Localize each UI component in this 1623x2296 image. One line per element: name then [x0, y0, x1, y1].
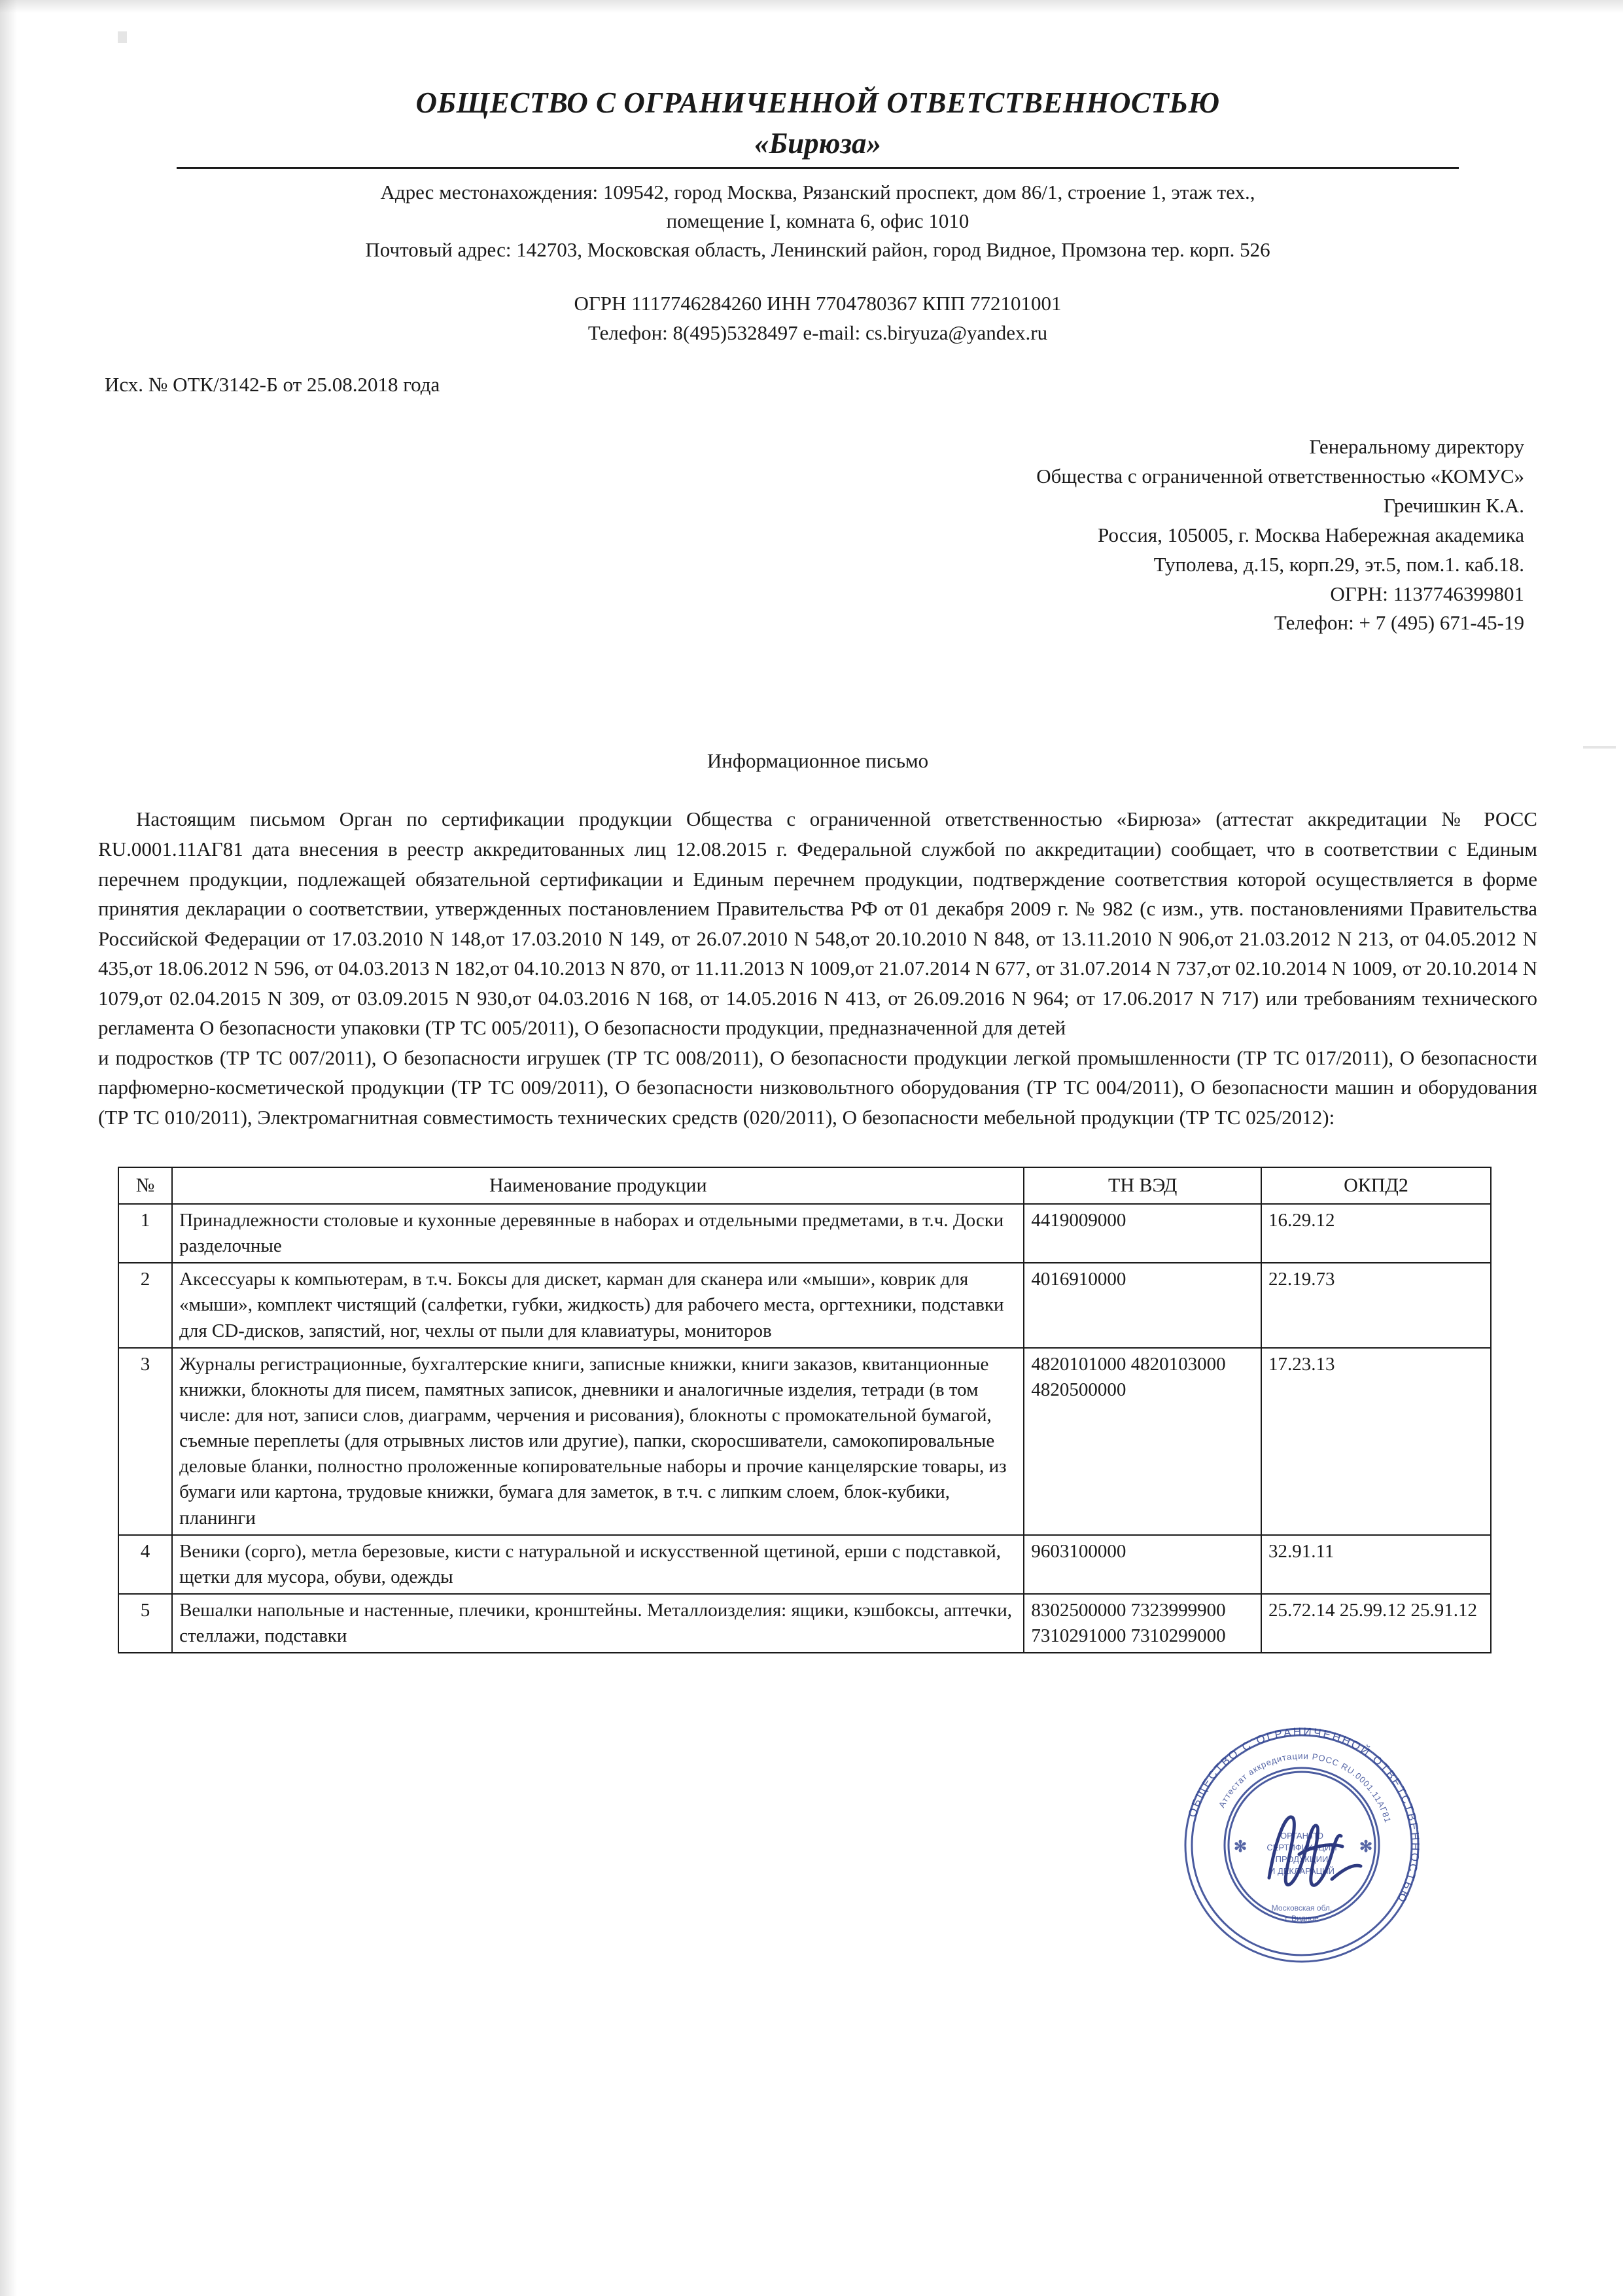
header-name: Наименование продукции	[172, 1167, 1024, 1205]
cell-tnved: 4820101000 4820103000 4820500000	[1024, 1348, 1261, 1535]
letter-paragraph-1: Настоящим письмом Орган по сертификации продукции Общества с ограниченной ответственностью «Бирюза» (аттестат аккредитации № РОСС RU.0001.11АГ81 дата внесения в реестр аккредитованных лиц 12.08.2015 г. Федеральной службой по аккредитации) сообщает, что в соответствии с Единым перечнем продукции, подлежащей обязательной сертификации и Единым перечнем продукции, подтверждение соответствия которой осуществляется в форме принятия декларации о соответствии, утвержденных постановлением Правительства РФ от 01 декабря 2009 г. № 982 (с изм., утв. постановлениями Правительства Российской Федерации от 17.03.2010 N 148,от 17.03.2010 N 149, от 26.07.2010 N 548,от 20.10.2010 N 848, от 13.11.2010 N 906,от 21.03.2012 N 213, от 04.05.2012 N 435,от 18.06.2012 N 596, от 04.03.2013 N 182,от 04.10.2013 N 870, от 11.11.2013 N 1009,от 21.07.2014 N 677, от 31.07.2014 N 737,от 02.10.2014 N 1009, от 20.10.2014 N 1079,от 02.04.2015 N 309, от 03.09.2015 N 930,от 04.03.2016 N 168, от 14.05.2016 N 413, от 26.09.2016 N 964; от 17.06.2017 N 717) или требованиям технического регламента О безопасности упаковки (ТР ТС 005/2011), О безопасности продукции, предназначенной для детей	[98, 807, 1537, 1040]
addressee-line-5: Туполева, д.15, корп.29, эт.5, пом.1. каб.18.	[1153, 552, 1524, 576]
svg-text:г. Видное: г. Видное	[1285, 1914, 1319, 1923]
cell-name: Вешалки напольные и настенные, плечики, кронштейны. Металлоизделия: ящики, кэшбоксы, аптечки, стеллажи, подставки	[172, 1594, 1024, 1653]
cell-name: Принадлежности столовые и кухонные деревянные в наборах и отдельными предметами, в т.ч. Доски разделочные	[172, 1204, 1024, 1263]
header-okpd: ОКПД2	[1261, 1167, 1491, 1205]
svg-text:Аттестат аккредитации РОСС RU.: Аттестат аккредитации РОСС RU.0001.11АГ81	[1216, 1750, 1393, 1824]
company-address-block	[98, 178, 1537, 264]
svg-text:ПРОДУКЦИИ: ПРОДУКЦИИ	[1275, 1854, 1329, 1864]
table-row	[118, 1594, 1491, 1653]
cell-okpd: 32.91.11	[1261, 1535, 1491, 1594]
cell-name: Журналы регистрационные, бухгалтерские книги, записные книжки, книги заказов, квитанционные книжки, блокноты для писем, памятных записок, дневники и аналогичные изделия, тетради (в том числе: для нот, записи слов, диаграмм, черчения и рисования), блокноты с промокательной бумагой, съемные переплеты (для отрывных листов или другие), папки, скоросшиватели, самокопировальные деловые бланки, полностно проложенные копировательные наборы и прочие канцелярские товары, из бумаги или картона, трудовые книжки, бумага для заметок, в т.ч. с липким слоем, блок-кубики, планинги	[172, 1348, 1024, 1535]
addressee-line-4: Россия, 105005, г. Москва Набережная академика	[1098, 523, 1524, 546]
header-divider	[177, 167, 1459, 169]
svg-text:Московская обл.: Московская обл.	[1271, 1903, 1333, 1913]
cell-okpd: 22.19.73	[1261, 1263, 1491, 1347]
scan-edge-shadow-top	[0, 0, 1623, 13]
header-tnved: ТН ВЭД	[1024, 1167, 1261, 1205]
cell-num: 1	[118, 1204, 172, 1263]
addressee-line-6: ОГРН: 1137746399801	[1330, 582, 1524, 605]
letter-paragraph-2: и подростков (ТР ТС 007/2011), О безопасности игрушек (ТР ТС 008/2011), О безопасности продукции легкой промышленности (ТР ТС 017/2011), О безопасности парфюмерно-косметической продукции (ТР ТС 009/2011), О безопасности низковольтного оборудования (ТР ТС 004/2011), О безопасности машин и оборудования (ТР ТС 010/2011), Электромагнитная совместимость технических средств (020/2011), О безопасности мебельной продукции (ТР ТС 025/2012):	[98, 1046, 1537, 1129]
cell-tnved: 4419009000	[1024, 1204, 1261, 1263]
svg-text:И ДЕКЛАРАЦИЙ: И ДЕКЛАРАЦИЙ	[1269, 1866, 1335, 1876]
table-header-row	[118, 1167, 1491, 1205]
document-body	[98, 39, 1537, 1653]
table-row	[118, 1348, 1491, 1535]
addressee-line-3: Гречишкин К.А.	[1383, 493, 1524, 517]
address-line-2: помещение I, комната 6, офис 1010	[666, 209, 969, 232]
header-num: №	[118, 1167, 172, 1205]
addressee-line-1: Генеральному директору	[1309, 434, 1524, 458]
cell-num: 2	[118, 1263, 172, 1347]
svg-text:✻: ✻	[1359, 1839, 1373, 1856]
scan-artifact-2	[1583, 746, 1616, 749]
cell-okpd: 25.72.14 25.99.12 25.91.12	[1261, 1594, 1491, 1653]
cell-tnved: 8302500000 7323999900 7310291000 7310299000	[1024, 1594, 1261, 1653]
cell-tnved: 4016910000	[1024, 1263, 1261, 1347]
table-row	[118, 1263, 1491, 1347]
addressee-line-2: Общества с ограниченной ответственностью «КОМУС»	[1036, 464, 1524, 487]
contacts-line: Телефон: 8(495)5328497 e-mail: cs.biryuza@yandex.ru	[587, 321, 1048, 344]
outgoing-number: Исх. № ОТК/3142-Б от 25.08.2018 года	[105, 372, 440, 396]
table-body	[118, 1204, 1491, 1653]
table-row	[118, 1204, 1491, 1263]
cell-okpd: 17.23.13	[1261, 1348, 1491, 1535]
cell-num: 3	[118, 1348, 172, 1535]
company-title: ОБЩЕСТВО С ОГРАНИЧЕННОЙ ОТВЕТСТВЕННОСТЬЮ	[415, 86, 1220, 119]
cell-tnved: 9603100000	[1024, 1535, 1261, 1594]
products-table	[118, 1167, 1492, 1654]
certification-stamp	[1171, 1714, 1433, 1976]
address-line-3: Почтовый адрес: 142703, Московская область, Ленинский район, город Видное, Промзона тер. корп. 526	[365, 238, 1270, 261]
svg-text:✻: ✻	[1234, 1839, 1248, 1856]
svg-text:ОРГАН ПО: ОРГАН ПО	[1280, 1831, 1324, 1841]
svg-text:СЕРТИФИКАЦИИ: СЕРТИФИКАЦИИ	[1266, 1843, 1337, 1852]
address-line-1: Адрес местонахождения: 109542, город Москва, Рязанский проспект, дом 86/1, строение 1, этаж тех.,	[380, 180, 1255, 203]
svg-text:ОБЩЕСТВО С ОГРАНИЧЕННОЙ ОТВЕТС: ОБЩЕСТВО С ОГРАНИЧЕННОЙ ОТВЕТСТВЕННОСТЬЮ	[1185, 1725, 1422, 1906]
letter-title: Информационное письмо	[707, 749, 929, 773]
cell-num: 5	[118, 1594, 172, 1653]
scan-edge-shadow-left	[0, 0, 17, 2296]
company-name: «Бирюза»	[754, 126, 882, 160]
company-registration-block	[98, 289, 1537, 348]
cell-num: 4	[118, 1535, 172, 1594]
cell-name: Аксессуары к компьютерам, в т.ч. Боксы для дискет, карман для сканера или «мыши», коврик для «мыши», комплект чистящий (салфетки, губки, жидкость) для рабочего места, оргтехники, подставки для CD-дисков, запястий, ног, чехлы от пыли для клавиатуры, мониторов	[172, 1263, 1024, 1347]
cell-okpd: 16.29.12	[1261, 1204, 1491, 1263]
table-row	[118, 1535, 1491, 1594]
addressee-line-7: Телефон: + 7 (495) 671-45-19	[1274, 611, 1524, 635]
registration-line: ОГРН 1117746284260 ИНН 7704780367 КПП 772101001	[574, 291, 1062, 315]
cell-name: Веники (сорго), метла березовые, кисти с натуральной и искусственной щетиной, ерши с подставкой, щетки для мусора, обуви, одежды	[172, 1535, 1024, 1594]
addressee-block	[98, 433, 1537, 639]
letter-body	[98, 804, 1537, 1132]
